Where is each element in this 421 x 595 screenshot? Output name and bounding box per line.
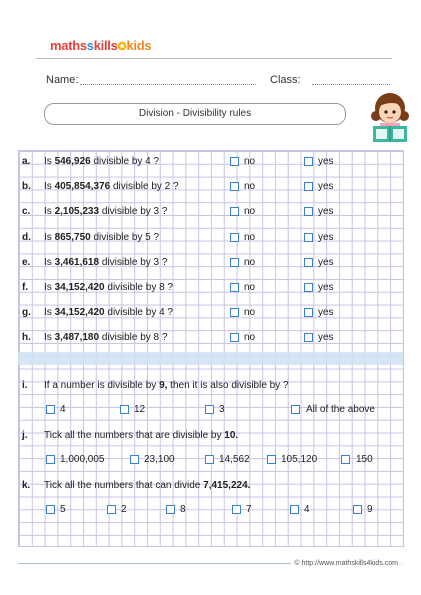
question-row-a <box>18 155 402 169</box>
no-label: no <box>244 181 256 192</box>
question-row-c <box>18 205 402 219</box>
option-checkbox[interactable] <box>353 505 362 514</box>
option-label: 8 <box>180 504 186 515</box>
option-label: 4 <box>304 504 310 515</box>
no-checkbox[interactable] <box>230 308 239 317</box>
question-label: a. <box>22 156 31 167</box>
option-checkbox[interactable] <box>166 505 175 514</box>
star-icon: ✪ <box>117 41 127 53</box>
option-label: 9 <box>367 504 373 515</box>
girl-reading-illustration <box>364 86 416 146</box>
option-checkbox[interactable] <box>130 455 139 464</box>
yes-label: yes <box>318 332 334 343</box>
option-label: 5 <box>60 504 66 515</box>
question-label: k. <box>22 480 31 491</box>
option-label: 23,100 <box>144 454 175 465</box>
question-text: Is 546,926 divisible by 4 ? <box>44 156 160 167</box>
logo-text-kids: kids <box>126 38 152 53</box>
no-label: no <box>244 232 256 243</box>
yes-checkbox[interactable] <box>304 207 313 216</box>
header-rule <box>36 58 392 59</box>
question-row-i <box>18 379 402 393</box>
option-label: 150 <box>356 454 373 465</box>
question-row-j <box>18 429 402 443</box>
question-label: f. <box>22 282 29 293</box>
class-label: Class: <box>270 74 301 86</box>
name-label: Name: <box>46 74 79 86</box>
yes-label: yes <box>318 206 334 217</box>
no-label: no <box>244 307 256 318</box>
no-checkbox[interactable] <box>230 233 239 242</box>
option-label: All of the above <box>306 404 375 415</box>
no-checkbox[interactable] <box>230 182 239 191</box>
option-checkbox[interactable] <box>205 405 214 414</box>
question-row-d <box>18 231 402 245</box>
option-checkbox[interactable] <box>46 405 55 414</box>
yes-checkbox[interactable] <box>304 233 313 242</box>
question-label: b. <box>22 181 31 192</box>
question-label: i. <box>22 380 28 391</box>
question-text: Is 34,152,420 divisible by 4 ? <box>44 307 173 318</box>
no-label: no <box>244 156 256 167</box>
option-checkbox[interactable] <box>205 455 214 464</box>
question-label: g. <box>22 307 31 318</box>
question-text: Is 3,461,618 divisible by 3 ? <box>44 257 168 268</box>
question-text: Is 34,152,420 divisible by 8 ? <box>44 282 173 293</box>
options-row-i <box>18 403 402 417</box>
option-checkbox[interactable] <box>291 405 300 414</box>
option-checkbox[interactable] <box>107 505 116 514</box>
option-label: 105,120 <box>281 454 318 465</box>
option-checkbox[interactable] <box>120 405 129 414</box>
question-label: j. <box>22 430 28 441</box>
question-row-b <box>18 180 402 194</box>
yes-checkbox[interactable] <box>304 333 313 342</box>
yes-label: yes <box>318 282 334 293</box>
option-checkbox[interactable] <box>290 505 299 514</box>
separator-band <box>18 352 403 365</box>
options-row-j <box>18 453 402 467</box>
yes-checkbox[interactable] <box>304 182 313 191</box>
yes-label: yes <box>318 156 334 167</box>
question-label: e. <box>22 257 31 268</box>
question-label: c. <box>22 206 31 217</box>
name-field[interactable] <box>80 84 256 85</box>
question-row-e <box>18 256 402 270</box>
question-text: Tick all the numbers that can divide 7,415,224. <box>44 480 251 491</box>
worksheet-title: Division - Divisibility rules <box>44 103 346 125</box>
option-label: 1,000,005 <box>60 454 105 465</box>
yes-label: yes <box>318 232 334 243</box>
yes-checkbox[interactable] <box>304 157 313 166</box>
no-label: no <box>244 257 256 268</box>
yes-checkbox[interactable] <box>304 258 313 267</box>
question-row-g <box>18 306 402 320</box>
option-label: 7 <box>246 504 252 515</box>
question-text: If a number is divisible by 9, then it is also divisible by ? <box>44 380 289 391</box>
question-text: Is 3,487,180 divisible by 8 ? <box>44 332 168 343</box>
option-checkbox[interactable] <box>46 455 55 464</box>
no-checkbox[interactable] <box>230 283 239 292</box>
no-checkbox[interactable] <box>230 258 239 267</box>
option-checkbox[interactable] <box>267 455 276 464</box>
option-label: 3 <box>219 404 225 415</box>
yes-label: yes <box>318 181 334 192</box>
options-row-k <box>18 503 402 517</box>
option-label: 4 <box>60 404 66 415</box>
option-label: 12 <box>134 404 146 415</box>
logo: mathsskills✪kids <box>50 38 152 53</box>
logo-text-kills: kills <box>93 38 118 53</box>
no-checkbox[interactable] <box>230 157 239 166</box>
class-field[interactable] <box>312 84 390 85</box>
option-checkbox[interactable] <box>341 455 350 464</box>
question-text: Is 2,105,233 divisible by 3 ? <box>44 206 168 217</box>
question-text: Is 405,854,376 divisible by 2 ? <box>44 181 179 192</box>
yes-label: yes <box>318 307 334 318</box>
option-label: 14,562 <box>219 454 250 465</box>
question-row-h <box>18 331 402 345</box>
question-row-f <box>18 281 402 295</box>
no-checkbox[interactable] <box>230 333 239 342</box>
footer-url: © http://www.mathskills4kids.com <box>291 560 401 567</box>
question-label: d. <box>22 232 31 243</box>
yes-label: yes <box>318 257 334 268</box>
no-label: no <box>244 332 256 343</box>
option-label: 2 <box>121 504 127 515</box>
logo-text-maths: maths <box>50 38 87 53</box>
option-checkbox[interactable] <box>46 505 55 514</box>
yes-checkbox[interactable] <box>304 308 313 317</box>
question-label: h. <box>22 332 31 343</box>
no-checkbox[interactable] <box>230 207 239 216</box>
no-label: no <box>244 282 256 293</box>
no-label: no <box>244 206 256 217</box>
option-checkbox[interactable] <box>232 505 241 514</box>
yes-checkbox[interactable] <box>304 283 313 292</box>
question-row-k <box>18 479 402 493</box>
question-text: Tick all the numbers that are divisible by 10. <box>44 430 239 441</box>
question-text: Is 865,750 divisible by 5 ? <box>44 232 160 243</box>
